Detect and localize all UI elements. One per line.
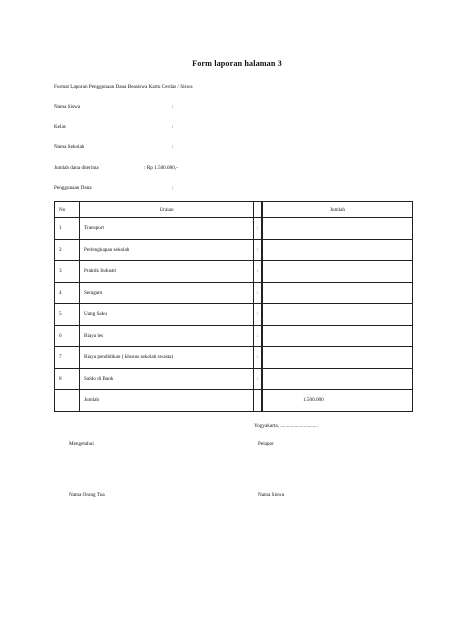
usage-table (54, 201, 413, 412)
row-separator: : (254, 325, 263, 347)
row-no: 4 (55, 282, 80, 304)
row-uraian: Praktik Industri (80, 261, 254, 283)
row-uraian: Seragam (80, 282, 254, 304)
row-uraian: Perlengkapan sekolah (80, 239, 254, 261)
row-no: 3 (55, 261, 80, 283)
row-uraian: Transport (80, 218, 254, 240)
field-value-nama-siswa: : (172, 104, 174, 110)
total-label: Jumlah (80, 390, 254, 412)
row-separator: : (254, 368, 263, 390)
row-jumlah (262, 368, 413, 390)
row-no: 5 (55, 304, 80, 326)
total-no (55, 390, 80, 412)
table-row (55, 347, 413, 369)
row-separator: : (254, 239, 263, 261)
header-no: No (55, 202, 80, 218)
table-row (55, 261, 413, 283)
form-subtitle: Format Laporan Penggunaan Dana Beasiswa Kartu Cerdas / Siswa (54, 84, 193, 90)
header-separator (254, 202, 263, 218)
row-jumlah (262, 325, 413, 347)
signature-right-title: Pelapor (258, 441, 274, 447)
row-no: 1 (55, 218, 80, 240)
total-separator (254, 390, 263, 412)
place-date: Yogyakarta, ............................. (254, 423, 318, 429)
row-no: 6 (55, 325, 80, 347)
total-value: 1.500.000 (262, 390, 413, 412)
row-separator: : (254, 282, 263, 304)
row-no: 2 (55, 239, 80, 261)
row-jumlah (262, 218, 413, 240)
row-jumlah (262, 261, 413, 283)
row-separator: : (254, 347, 263, 369)
field-label-kelas: Kelas (54, 124, 66, 130)
row-uraian: Uang Saku (80, 304, 254, 326)
header-jumlah: Jumlah (262, 202, 413, 218)
row-no: 7 (55, 347, 80, 369)
field-label-penggunaan-dana: Penggunaan Dana (54, 185, 92, 191)
row-separator: : (254, 218, 263, 240)
row-no: 8 (55, 368, 80, 390)
row-separator: : (254, 304, 263, 326)
field-value-kelas: : (172, 124, 174, 130)
header-uraian: Uraian (80, 202, 254, 218)
row-jumlah (262, 239, 413, 261)
row-jumlah (262, 347, 413, 369)
row-jumlah (262, 282, 413, 304)
signature-left-name: Nama Orang Tua (69, 492, 105, 498)
field-value-penggunaan-dana: : (172, 185, 174, 191)
table-header-row (55, 202, 413, 218)
field-label-nama-siswa: Nama Siswa (54, 104, 81, 110)
document-title: Form laporan halaman 3 (192, 59, 282, 68)
signature-right-name: Nama Siswa (258, 492, 285, 498)
table-row (55, 239, 413, 261)
table-row (55, 368, 413, 390)
field-label-jumlah-dana: Jumlah dana diterima (54, 165, 99, 171)
signature-left-title: Mengetahui (69, 441, 94, 447)
field-value-jumlah-dana: : Rp 1.500.000,- (144, 165, 178, 171)
table-row (55, 218, 413, 240)
row-uraian: Biaya les (80, 325, 254, 347)
row-uraian: Saldo di Bank (80, 368, 254, 390)
row-jumlah (262, 304, 413, 326)
field-value-nama-sekolah: : (172, 144, 174, 150)
table-row (55, 282, 413, 304)
row-separator: : (254, 261, 263, 283)
table-row (55, 325, 413, 347)
table-total-row (55, 390, 413, 412)
field-label-nama-sekolah: Nama Sekolah (54, 144, 85, 150)
row-uraian: Biaya pendidikan ( khusus sekolah swasta) (80, 347, 254, 369)
table-row (55, 304, 413, 326)
